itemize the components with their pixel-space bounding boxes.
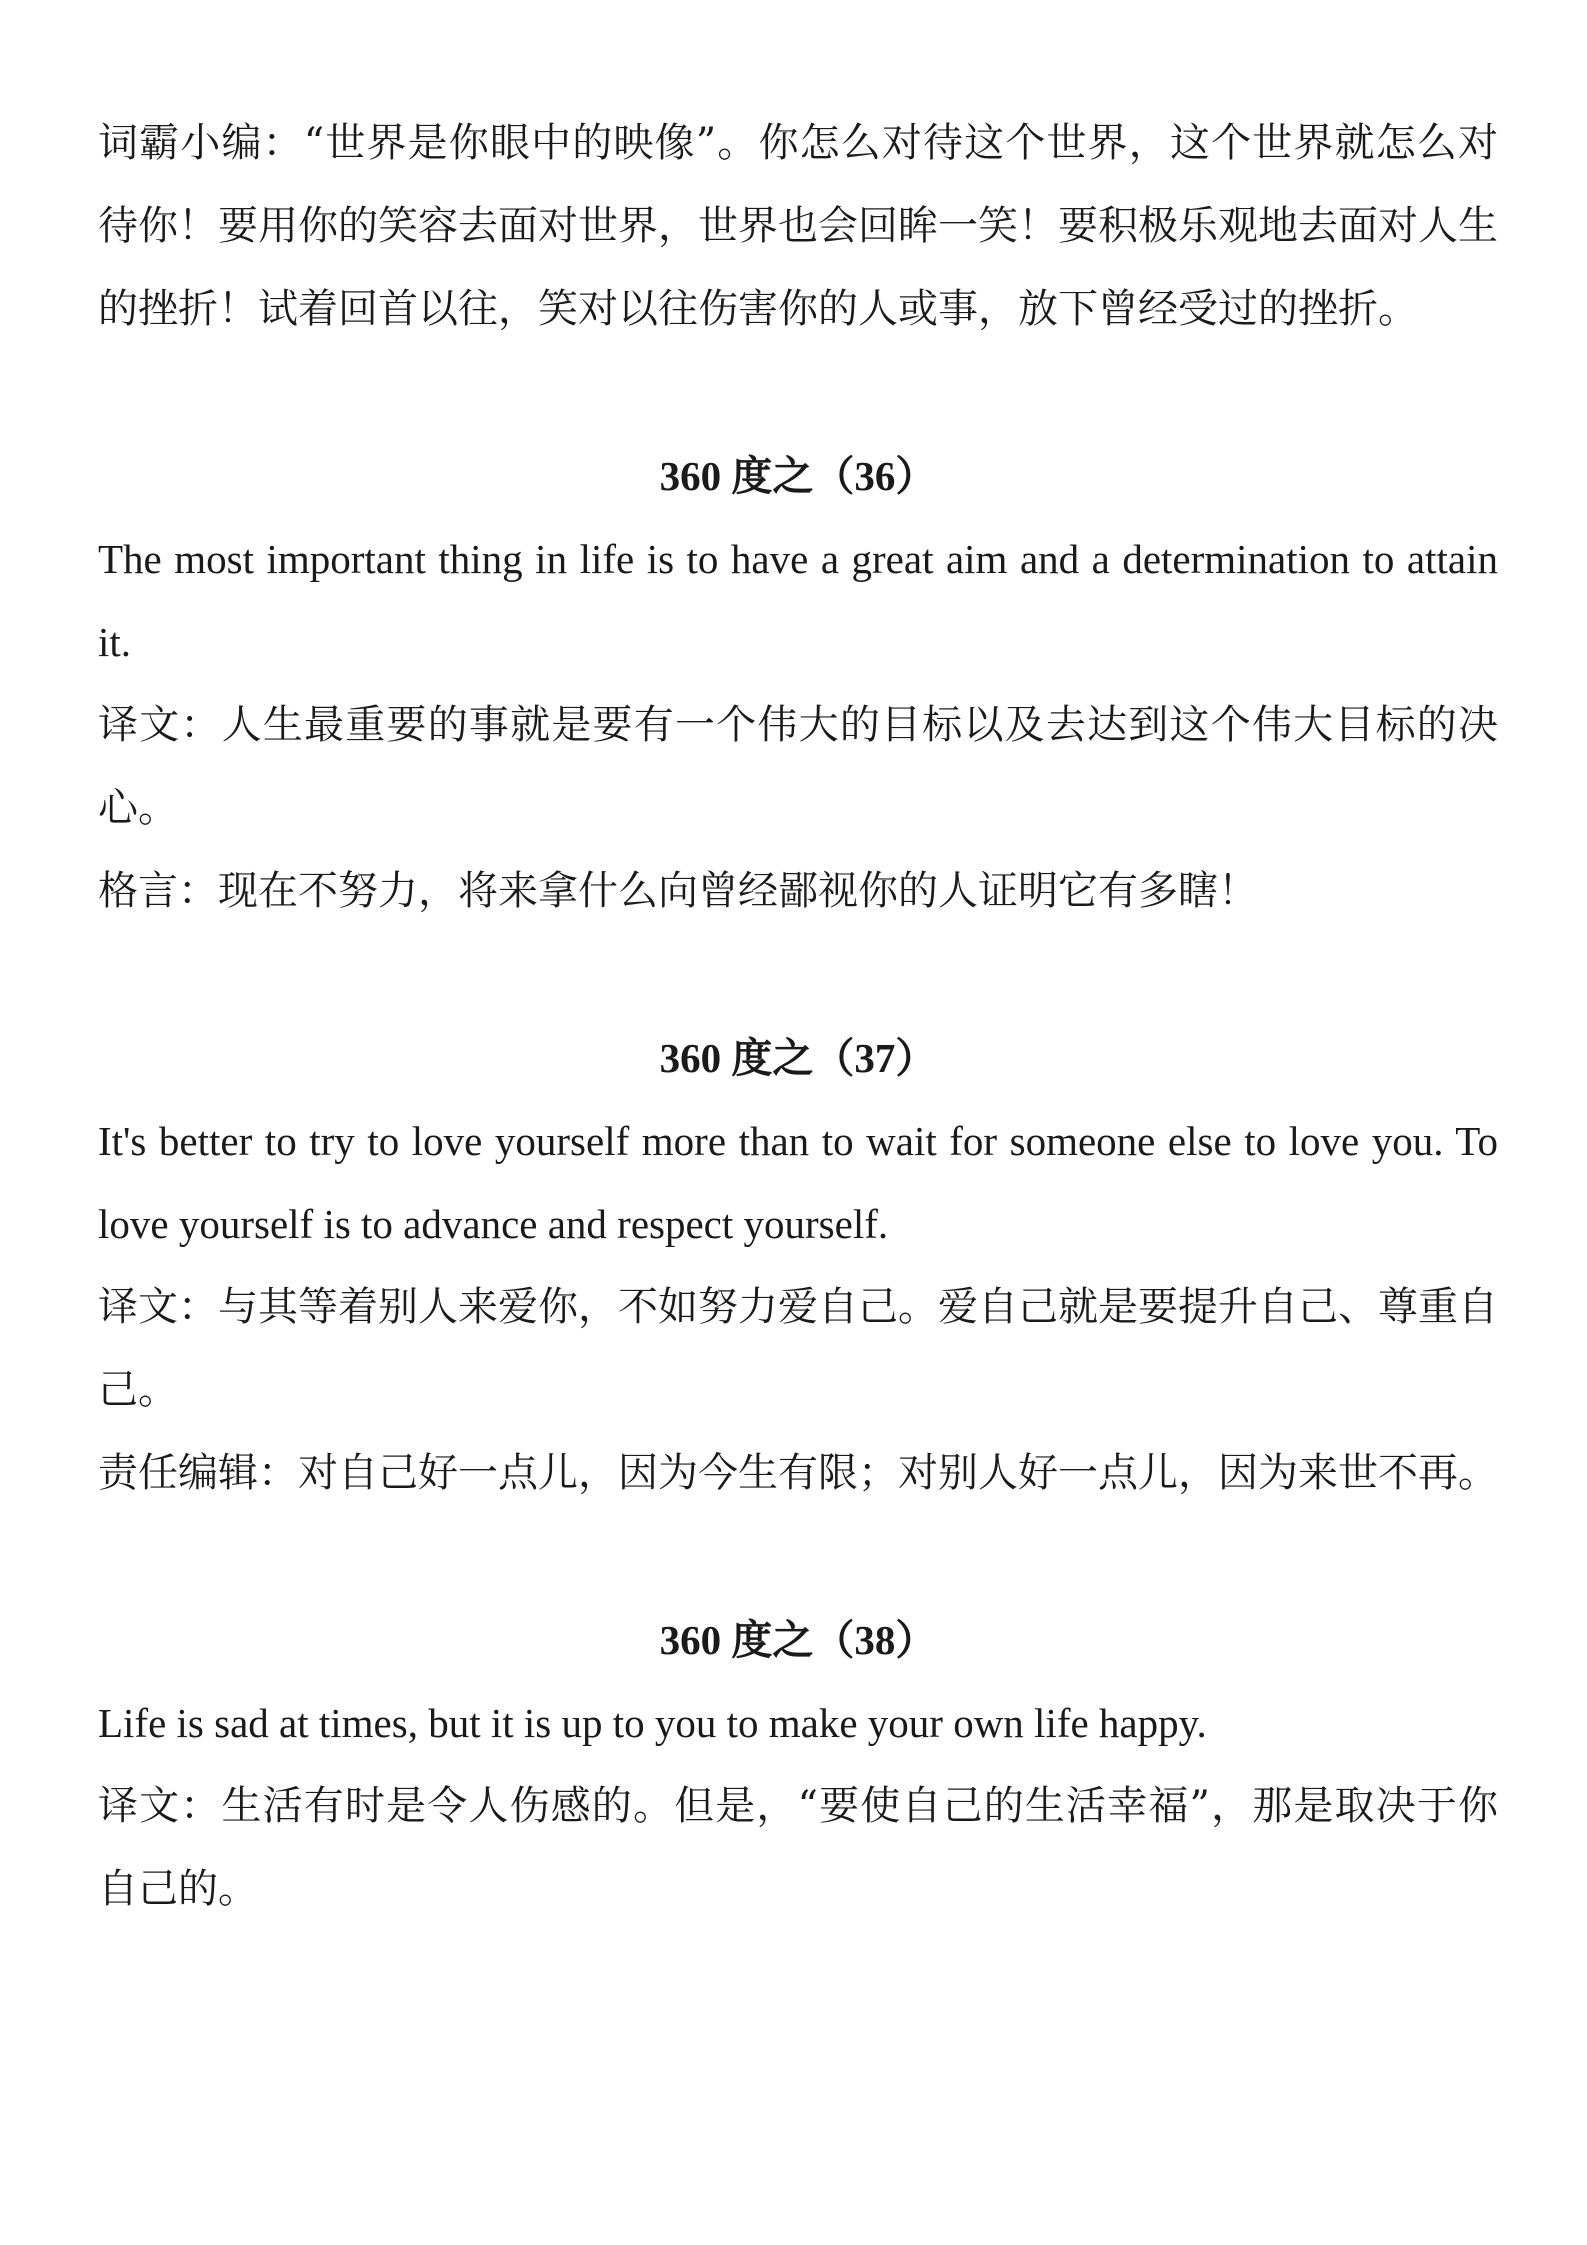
intro-paragraph: 词霸小编：“世界是你眼中的映像”。你怎么对待这个世界，这个世界就怎么对待你！要用你的笑容去面对世界，世界也会回眸一笑！要积极乐观地去面对人生的挫折！试着回首以往，笑对以往伤害你的人或事，放下曾经受过的挫折。 xyxy=(98,120,1498,332)
document-page xyxy=(98,102,1498,1931)
section-37 xyxy=(98,1017,1498,1515)
translation-text: 译文：生活有时是令人伤感的。但是，“要使自己的生活幸福”，那是取决于你自己的。 xyxy=(98,1783,1498,1912)
spacer xyxy=(98,351,1498,435)
english-quote: It's better to try to love yourself more than to wait for someone else to love you. To love yourself is to advance and respect yourself. xyxy=(98,1118,1498,1247)
english-quote: Life is sad at times, but it is up to you to make your own life happy. xyxy=(98,1700,1207,1746)
section-heading: 360 度之（36） xyxy=(659,453,937,499)
spacer xyxy=(98,1515,1498,1599)
spacer xyxy=(98,933,1498,1017)
note-text: 责任编辑：对自己好一点儿，因为今生有限；对别人好一点儿，因为来世不再。 xyxy=(98,1450,1498,1496)
note-text: 格言：现在不努力，将来拿什么向曾经鄙视你的人证明它有多瞎！ xyxy=(98,868,1258,914)
section-heading: 360 度之（37） xyxy=(659,1035,937,1081)
section-38 xyxy=(98,1599,1498,1931)
translation-text: 译文：与其等着别人来爱你，不如努力爱自己。爱自己就是要提升自己、尊重自己。 xyxy=(98,1284,1498,1413)
section-36 xyxy=(98,435,1498,933)
section-heading: 360 度之（38） xyxy=(659,1617,937,1663)
english-quote: The most important thing in life is to have a great aim and a determination to attain it. xyxy=(98,536,1498,665)
translation-text: 译文：人生最重要的事就是要有一个伟大的目标以及去达到这个伟大目标的决心。 xyxy=(98,702,1498,831)
